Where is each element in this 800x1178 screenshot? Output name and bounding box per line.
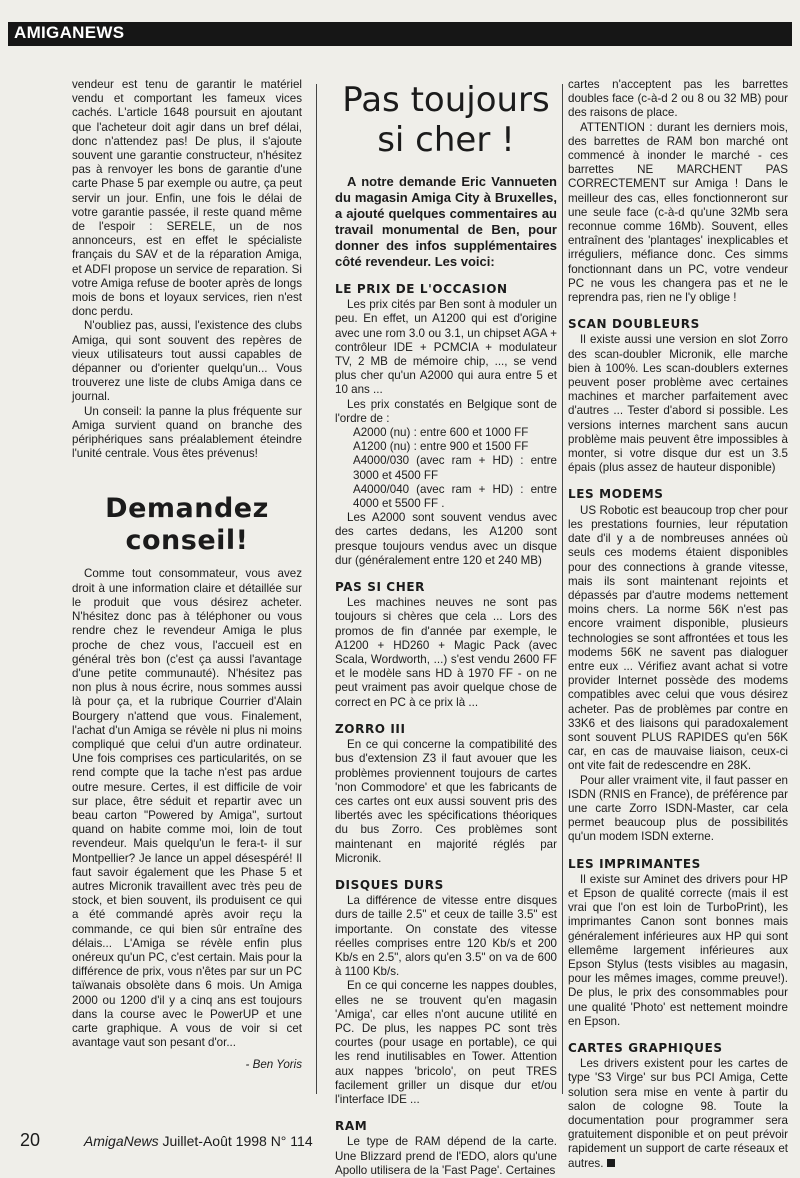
- paragraph: Les A2000 sont souvent vendus avec des cartes dedans, les A1200 sont presque toujours vendus avec un disque dur (généralement entre 120 et 240 MB): [335, 511, 557, 567]
- section-heading: RAM: [335, 1119, 368, 1134]
- paragraph: US Robotic est beaucoup trop cher pour les prestations fournies, leur réputation date d'il y a de nombreuses années où seuls ces modems étaient disponibles pour des connections à grande vitesse, mais ils sont maintenant rejoints et dépassés par d'autre modems nettement moins chers. La norme 56K n'est pas encore vraiment disponible, plusieurs technologies se sont affrontées et tous les modems 56K ne savent pas dialoguer entre eux ... Vérifiez avant achat si votre provider Internet possède des modems compatibles avec celui que vous désirez acheter. Pas de problèmes par contre en 33K6 et des liaisons qui paradoxalement sont souvent PLUS RAPIDES qu'en 56K car, en cas de mauvaise liaison, ceux-ci ont vite fait de redescendre en 28K.: [568, 503, 788, 773]
- page-footer: [20, 1130, 313, 1151]
- price-item: A4000/040 (avec ram + HD) : entre 4000 et 5500 FF .: [353, 482, 557, 511]
- paragraph: ATTENTION : durant les derniers mois, des barrettes de RAM bon marché ont commencé à inonder le marché - ces barrettes NE MARCHENT PAS CORRECTEMENT sur Amiga ! Dans le meilleur des cas, elles fonctionneront sur une seule face (c-à-d qu'une 32Mb sera reconnue comme 16Mb). Souvent, elles entraînent des 'plantages' inexplicables et irréguliers, méfiance donc. Ces simms fonctionnant dans un PC, votre vendeur PC ne vous les changera pas et ne le reprendra pas, rien ne l'y oblige !: [568, 120, 788, 305]
- price-item: A2000 (nu) : entre 600 et 1000 FF: [353, 426, 529, 440]
- paragraph: Comme tout consommateur, vous avez droit à une information claire et détaillée sur le produit que vous désirez acheter. N'hésitez donc pas à téléphoner ou vous rendre chez le revendeur Amiga le plus proche de chez vous, l'accueil est en général très bon (c'est ça aussi l'avantage d'une petite communauté). N'hésitez pas non plus à nous écrire, nous sommes aussi là pour ça, et la rubrique Courrier d'Alain Bourgery n'attend que vous. Finalement, l'achat d'un Amiga se révèle ni plus ni moins compliqué que celui d'un autre ordinateur. Une fois comprises ces particularités, on se rend compte que la tache n'est pas ardue outre mesure. Certes, il est difficile de voir sur place, être séduit et repartir avec un beau carton "Powered by Amiga", surtout quand on habite comme moi, loin de tout revendeur. Mais quelqu'un le fera-t- il sur Montpellier? Je lance un appel désespéré! Il faut savoir également que les Phase 5 et autres Micronik travaillent avec très peu de stock, et bien souvent, ils produisent ce qui a été commandé après avoir reçu la commande, ce qui bien sûr entraîne des délais... L'Amiga se révèle enfin plus onéreux qu'un PC, c'est certain. Mais pour la différence de prix, vous n'êtes par sur un PC taïwanais obsolète dans 6 mois. Un Amiga 2000 ou 1200 d'il y a cinq ans est toujours dans la course avec le PowerUP et une carte graphique. A vous de voir si cet avantage vaut son pesant d'or...: [72, 567, 302, 1050]
- price-item: A4000/030 (avec ram + HD) : entre 3000 et 4500 FF: [353, 454, 557, 482]
- price-item: A1200 (nu) : entre 900 et 1500 FF: [353, 440, 529, 454]
- paragraph: Un conseil: la panne la plus fréquente sur Amiga survient quand on branche des périphériques sans préalablement éteindre l'unité centrale. Vous êtes prévenus!: [72, 404, 302, 461]
- column-3: [568, 78, 788, 1171]
- column-divider-2: [562, 84, 563, 1094]
- paragraph: Il existe aussi une version en slot Zorro des scan-doubler Micronik, elle marche bien à 100%. Les scan-doublers externes peuvent poser problème avec certaines machines et marcher parfaitement avec d'autres ... Tester d'abord si possible. Les versions internes marchent sans aucun problème mais peuvent être impossibles à monter, si votre disque dur est un 3.5 épais (plus assez de hauteur disponible): [568, 333, 788, 475]
- issue-info: Juillet-Août 1998 N° 114: [162, 1133, 313, 1149]
- section-heading: SCAN DOUBLEURS: [568, 317, 700, 332]
- masthead: [8, 22, 792, 46]
- section-heading: ZORRO III: [335, 721, 406, 736]
- section-heading: LE PRIX DE L'OCCASION: [335, 282, 508, 296]
- sidebar-title: Demandez conseil!: [105, 493, 269, 557]
- paragraph: Il existe sur Aminet des drivers pour HP et Epson de qualité correcte (mais il est vrai que l'on est loin de TurboPrint), les imprimantes Canon sont bonnes mais généralement inférieures aux HP qui sont ellemême largement inférieures aux Epson Stylus (tests visibles au magasin, pour les mêmes images, comme preuve!). De plus, le prix des consommables pour une qualité 'Photo' est nettement moindre en Epson.: [568, 872, 788, 1028]
- paragraph: La différence de vitesse entre disques durs de taille 2.5" et ceux de taille 3.5" est importante. On constate des vitesse réelles comprises entre 120 Kb/s et 200 Kb/s en 2.5", alors qu'en 3.5" on va de 600 à 1100 Kb/s.: [335, 894, 557, 979]
- paragraph: N'oubliez pas, aussi, l'existence des clubs Amiga, qui sont souvent des repères de vieux utilisateurs tout aussi capables de dépanner ou d'orienter quelqu'un... Vous trouverez une liste de clubs Amiga dans ce journal.: [72, 319, 302, 404]
- paragraph: Les prix cités par Ben sont à moduler un peu. En effet, un A1200 qui est d'origine avec une rom 3.0 ou 3.1, un chipset AGA + contrôleur IDE + PCMCIA + modulateur TV, 2 MB de mémoire chip, ..., se vend plus cher qu'un A2000 qui aura entre 5 et 10 ans ...: [335, 298, 557, 397]
- paragraph: En ce qui concerne la compatibilité des bus d'extension Z3 il faut avouer que les problèmes proviennent toujours de cartes 'non Commodore' et que les fabricants de ces cartes ont eux aussi souvent pris des libertés avec les spécifications théoriques du bus Zorro. Ces problèmes sont maintenant en majorité réglés par Micronik.: [335, 738, 557, 865]
- section-heading: DISQUES DURS: [335, 877, 444, 892]
- paragraph: En ce qui concerne les nappes doubles, elles ne se trouvent qu'en magasin 'Amiga', car elles n'ont aucune utilité en PC. De plus, les nappes PC sont très courtes (pour usage en portable), ce qui les rend inutilisables en Tower. Attention aux nappes 'bricolo', on peut TRES facilement griller un disque dur et/ou l'interface IDE ...: [335, 979, 557, 1106]
- article-title: Pas toujours si cher !: [342, 80, 550, 160]
- paragraph: Pour aller vraiment vite, il faut passer en ISDN (RNIS en France), de préférence par une carte Zorro ISDN-Master, car cela permet beaucoup plus de possibilités qu'un modem ISDN externe.: [568, 773, 788, 844]
- paragraph: cartes n'acceptent pas les barrettes doubles face (c-à-d 2 ou 8 ou 32 MB) pour des raisons de place.: [568, 78, 788, 120]
- section-heading: LES IMPRIMANTES: [568, 856, 701, 871]
- paragraph: Les machines neuves ne sont pas toujours si chères que cela ... Lors des promos de fin d'année par exemple, le A1200 + HD260 + Magic Pack (avec Scala, Wordworth, ...) s'est vendu 2600 FF et le modèle sans HD à 1970 FF - on ne peut vraiment pas avoir quelque chose de correct en PC à ce prix là ...: [335, 596, 557, 709]
- author-signature: - Ben Yoris: [245, 1058, 302, 1072]
- paragraph: Le type de RAM dépend de la carte. Une Blizzard prend de l'EDO, alors qu'une Apollo utilisera de la 'Fast Page'. Certaines: [335, 1135, 557, 1177]
- magazine-name: AmigaNews: [83, 1133, 159, 1149]
- article-intro: A notre demande Eric Vannueten du magasin Amiga City à Bruxelles, a ajouté quelques commentaires au travail monumental de Ben, pour donner des infos supplémentaires côté revendeur. Les voici:: [335, 174, 557, 269]
- column-divider-1: [316, 84, 317, 1094]
- paragraph: Les prix constatés en Belgique sont de l'ordre de :: [335, 397, 557, 425]
- section-heading: LES MODEMS: [568, 487, 664, 502]
- paragraph-text: Les drivers existent pour les cartes de type 'S3 Virge' sur bus PCI Amiga, Cette solution sera mise en vente à partir du salon de cologne 98. Toute la documentation pour programmer sera gratuitement disponible et on peut prévoir rapidement un support de carte réseaux et autres.: [568, 1057, 788, 1170]
- paragraph: vendeur est tenu de garantir le matériel vendu et comportant les fameux vices cachés. L'article 1648 poursuit en ajoutant que l'acheteur doit agir dans un bref délai, donc n'attendez pas! De plus, il s'ajoute souvent une garantie constructeur, n'hésitez pas à renvoyer les bons de garantie d'une carte Phase 5 par exemple ou autre, ça peut servir un jour. Enfin, une fois le délai de votre garantie passée, il reste quand même de l'espoir : SERELE, un de nos annonceurs, est en effet le spécialiste français du SAV et de la réparation Amiga, et ADFI propose un service de reparation. Si votre Amiga refuse de booter après de longs mois de bons et loyaux services, rien n'est donc perdu.: [72, 78, 302, 319]
- paragraph: [568, 1057, 788, 1171]
- page-number: 20: [20, 1130, 41, 1150]
- section-heading: PAS SI CHER: [335, 580, 425, 595]
- column-2: [335, 78, 557, 1178]
- section-heading: CARTES GRAPHIQUES: [568, 1041, 723, 1055]
- column-1: [72, 78, 302, 1073]
- masthead-title: AMIGANEWS: [14, 23, 125, 42]
